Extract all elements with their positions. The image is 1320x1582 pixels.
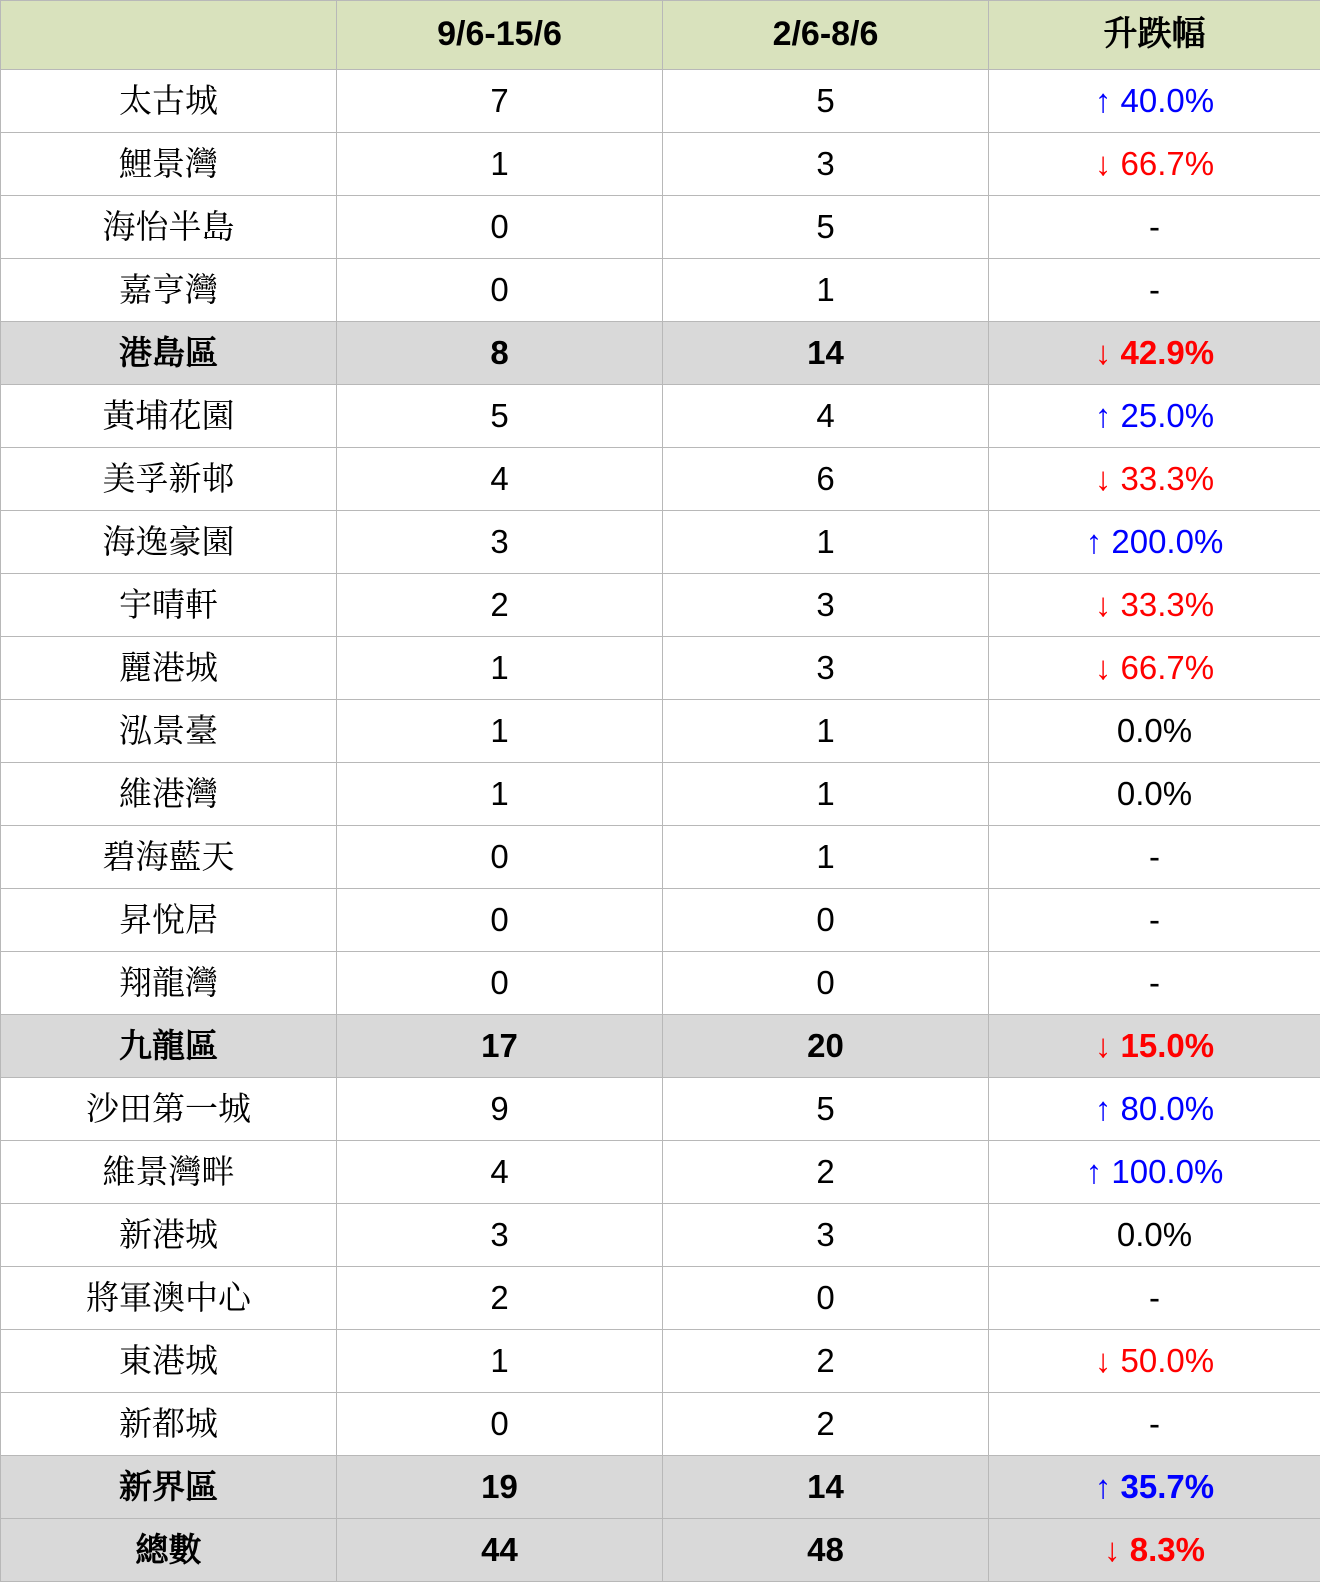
count-current-cell: 8 <box>337 322 663 385</box>
estate-name-cell: 黃埔花園 <box>1 385 337 448</box>
estate-name-cell: 新港城 <box>1 1204 337 1267</box>
count-current-cell: 3 <box>337 511 663 574</box>
count-current-cell: 0 <box>337 952 663 1015</box>
count-previous-cell: 1 <box>663 763 989 826</box>
change-percent-cell: ↑ 80.0% <box>989 1078 1320 1141</box>
change-percent-cell: ↑ 35.7% <box>989 1456 1320 1519</box>
count-current-cell: 4 <box>337 1141 663 1204</box>
table-row <box>1 1519 1320 1582</box>
count-current-cell: 7 <box>337 70 663 133</box>
count-previous-cell: 1 <box>663 700 989 763</box>
change-percent-cell: ↓ 66.7% <box>989 637 1320 700</box>
count-previous-cell: 48 <box>663 1519 989 1582</box>
estate-name-cell: 昇悅居 <box>1 889 337 952</box>
count-previous-cell: 2 <box>663 1330 989 1393</box>
estate-name-cell: 港島區 <box>1 322 337 385</box>
count-previous-cell: 2 <box>663 1141 989 1204</box>
change-percent-cell: ↑ 25.0% <box>989 385 1320 448</box>
count-previous-cell: 5 <box>663 196 989 259</box>
table-row <box>1 1141 1320 1204</box>
estate-name-cell: 維港灣 <box>1 763 337 826</box>
table-header-row <box>1 1 1320 70</box>
count-previous-cell: 5 <box>663 1078 989 1141</box>
count-previous-cell: 3 <box>663 133 989 196</box>
count-current-cell: 0 <box>337 826 663 889</box>
table-row <box>1 1330 1320 1393</box>
change-percent-cell: - <box>989 889 1320 952</box>
estate-name-cell: 太古城 <box>1 70 337 133</box>
count-previous-cell: 3 <box>663 637 989 700</box>
count-previous-cell: 14 <box>663 1456 989 1519</box>
change-percent-cell: - <box>989 826 1320 889</box>
table-row <box>1 511 1320 574</box>
change-percent-cell: ↑ 100.0% <box>989 1141 1320 1204</box>
count-current-cell: 3 <box>337 1204 663 1267</box>
table-row <box>1 574 1320 637</box>
count-previous-cell: 20 <box>663 1015 989 1078</box>
table-row <box>1 70 1320 133</box>
count-current-cell: 9 <box>337 1078 663 1141</box>
table-row <box>1 637 1320 700</box>
count-previous-cell: 6 <box>663 448 989 511</box>
count-current-cell: 1 <box>337 763 663 826</box>
table-row <box>1 448 1320 511</box>
estate-name-cell: 鯉景灣 <box>1 133 337 196</box>
table-row <box>1 1078 1320 1141</box>
count-current-cell: 5 <box>337 385 663 448</box>
estate-name-cell: 海怡半島 <box>1 196 337 259</box>
count-current-cell: 44 <box>337 1519 663 1582</box>
count-current-cell: 17 <box>337 1015 663 1078</box>
count-previous-cell: 0 <box>663 889 989 952</box>
estate-name-cell: 維景灣畔 <box>1 1141 337 1204</box>
change-percent-cell: - <box>989 952 1320 1015</box>
estate-name-cell: 翔龍灣 <box>1 952 337 1015</box>
column-header-change: 升跌幅 <box>989 1 1320 70</box>
count-previous-cell: 4 <box>663 385 989 448</box>
estate-name-cell: 嘉亨灣 <box>1 259 337 322</box>
count-previous-cell: 14 <box>663 322 989 385</box>
table-row <box>1 952 1320 1015</box>
table-row <box>1 1015 1320 1078</box>
column-header-period-previous: 2/6-8/6 <box>663 1 989 70</box>
change-percent-cell: ↓ 33.3% <box>989 574 1320 637</box>
estate-name-cell: 碧海藍天 <box>1 826 337 889</box>
count-current-cell: 1 <box>337 1330 663 1393</box>
table-row <box>1 259 1320 322</box>
estate-name-cell: 東港城 <box>1 1330 337 1393</box>
change-percent-cell: ↓ 15.0% <box>989 1015 1320 1078</box>
table-row <box>1 826 1320 889</box>
table-row <box>1 1204 1320 1267</box>
estate-name-cell: 海逸豪園 <box>1 511 337 574</box>
estate-name-cell: 沙田第一城 <box>1 1078 337 1141</box>
count-current-cell: 1 <box>337 700 663 763</box>
estate-name-cell: 宇晴軒 <box>1 574 337 637</box>
count-current-cell: 1 <box>337 133 663 196</box>
table-row <box>1 196 1320 259</box>
change-percent-cell: - <box>989 196 1320 259</box>
table-row <box>1 1267 1320 1330</box>
table-body <box>1 70 1320 1582</box>
table-row <box>1 385 1320 448</box>
change-percent-cell: ↑ 40.0% <box>989 70 1320 133</box>
estate-name-cell: 美孚新邨 <box>1 448 337 511</box>
count-previous-cell: 1 <box>663 259 989 322</box>
count-previous-cell: 0 <box>663 1267 989 1330</box>
change-percent-cell: - <box>989 259 1320 322</box>
column-header-period-current: 9/6-15/6 <box>337 1 663 70</box>
count-current-cell: 1 <box>337 637 663 700</box>
count-previous-cell: 3 <box>663 1204 989 1267</box>
table-row <box>1 322 1320 385</box>
estate-name-cell: 麗港城 <box>1 637 337 700</box>
estate-name-cell: 新都城 <box>1 1393 337 1456</box>
change-percent-cell: ↓ 42.9% <box>989 322 1320 385</box>
count-previous-cell: 1 <box>663 826 989 889</box>
count-current-cell: 19 <box>337 1456 663 1519</box>
table-row <box>1 133 1320 196</box>
estate-name-cell: 總數 <box>1 1519 337 1582</box>
count-previous-cell: 5 <box>663 70 989 133</box>
change-percent-cell: - <box>989 1267 1320 1330</box>
table-row <box>1 1393 1320 1456</box>
change-percent-cell: 0.0% <box>989 1204 1320 1267</box>
count-previous-cell: 2 <box>663 1393 989 1456</box>
count-current-cell: 2 <box>337 1267 663 1330</box>
table-row <box>1 700 1320 763</box>
count-previous-cell: 0 <box>663 952 989 1015</box>
column-header-estate <box>1 1 337 70</box>
count-previous-cell: 3 <box>663 574 989 637</box>
count-current-cell: 0 <box>337 889 663 952</box>
estate-name-cell: 新界區 <box>1 1456 337 1519</box>
table-row <box>1 763 1320 826</box>
change-percent-cell: ↑ 200.0% <box>989 511 1320 574</box>
estate-name-cell: 泓景臺 <box>1 700 337 763</box>
count-current-cell: 2 <box>337 574 663 637</box>
change-percent-cell: 0.0% <box>989 700 1320 763</box>
count-current-cell: 0 <box>337 196 663 259</box>
table-header <box>1 1 1320 70</box>
change-percent-cell: ↓ 50.0% <box>989 1330 1320 1393</box>
table-row <box>1 889 1320 952</box>
count-current-cell: 0 <box>337 259 663 322</box>
change-percent-cell: ↓ 8.3% <box>989 1519 1320 1582</box>
count-current-cell: 0 <box>337 1393 663 1456</box>
change-percent-cell: ↓ 66.7% <box>989 133 1320 196</box>
change-percent-cell: 0.0% <box>989 763 1320 826</box>
count-current-cell: 4 <box>337 448 663 511</box>
table-row <box>1 1456 1320 1519</box>
estate-name-cell: 九龍區 <box>1 1015 337 1078</box>
count-previous-cell: 1 <box>663 511 989 574</box>
change-percent-cell: ↓ 33.3% <box>989 448 1320 511</box>
estate-name-cell: 將軍澳中心 <box>1 1267 337 1330</box>
change-percent-cell: - <box>989 1393 1320 1456</box>
